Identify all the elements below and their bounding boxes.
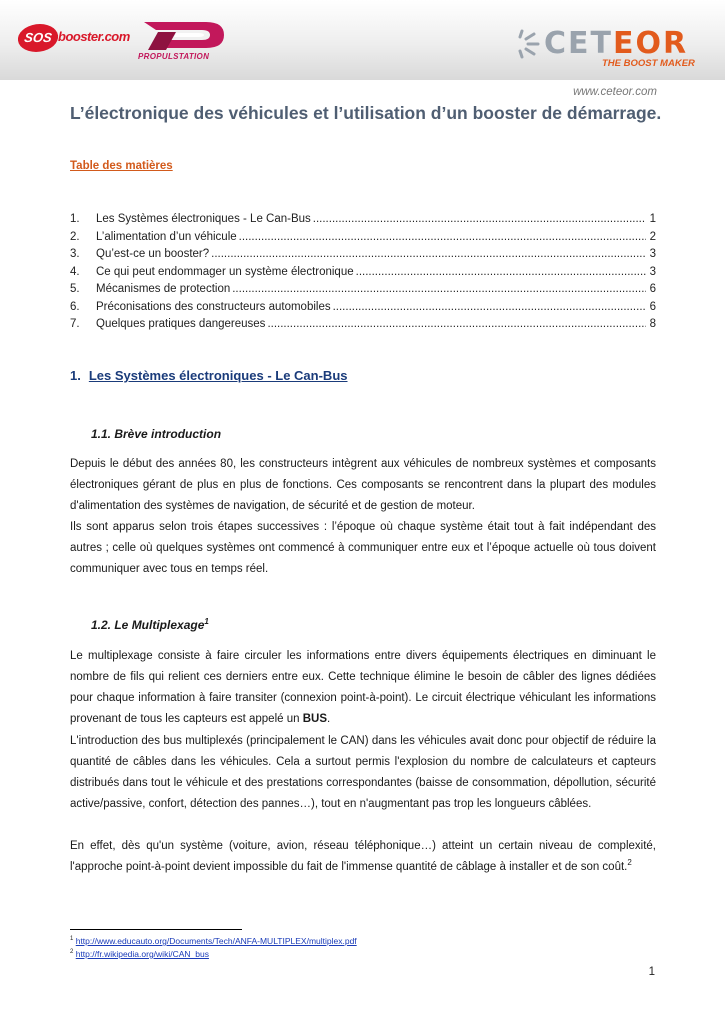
footnotes (70, 934, 357, 960)
toc-entry-page: 3 (649, 248, 656, 260)
toc-heading: Table des matières (70, 160, 173, 172)
paragraph: Depuis le début des années 80, les constructeurs intègrent aux véhicules de nombreux systèmes et composants électroniques gérant de plus en plus de fonctions. Ces composants se rencontrent dans la plupart des modules d'alimentation des systèmes de navigation, de sécurité et de gestion de moteur. (70, 458, 656, 512)
toc-entry-label: Quelques pratiques dangereuses (96, 318, 266, 330)
paragraph-text-end: . (327, 713, 331, 725)
toc-entry-number: 6. (70, 300, 80, 313)
sos-booster-logo (18, 24, 130, 52)
toc-entry-label: L’alimentation d’un véhicule (96, 230, 237, 243)
propulstation-emblem-icon (136, 18, 228, 52)
footnote-2 (70, 947, 357, 960)
ceteor-wordmark-part1: CET (544, 26, 613, 61)
toc-entry-page: 6 (649, 300, 656, 313)
section-1-heading (70, 368, 348, 383)
ceteor-wordmark-part2: EOR (612, 26, 689, 61)
footnote-ref[interactable]: 1 (204, 617, 209, 626)
toc-leader-dots (267, 318, 646, 330)
toc-entry[interactable] (70, 213, 656, 231)
section-1-title: Les Systèmes électroniques - Le Can-Bus (88, 368, 348, 383)
paragraph (70, 836, 656, 878)
toc-leader-dots (313, 213, 646, 225)
footnote-link[interactable]: http://fr.wikipedia.org/wiki/CAN_bus (75, 948, 209, 959)
toc-entry[interactable] (70, 248, 656, 266)
sos-badge: SOS (16, 24, 60, 52)
toc-entry-label: Mécanismes de protection (96, 283, 231, 295)
page-number: 1 (648, 966, 655, 978)
toc-entry-number: 4. (70, 265, 80, 278)
toc-entry-number: 1. (70, 213, 80, 225)
footnote-ref[interactable]: 2 (627, 858, 632, 868)
toc-entry-number: 5. (70, 283, 80, 295)
toc-entry[interactable] (70, 266, 656, 284)
table-of-contents (70, 213, 656, 336)
toc-leader-dots (239, 231, 646, 243)
bus-term: BUS (302, 713, 327, 725)
sos-booster-text: booster.com (58, 29, 130, 44)
ceteor-burst-icon (498, 29, 542, 59)
toc-entry-page: 8 (649, 318, 656, 330)
paragraph-text: En effet, dès qu'un système (voiture, avion, réseau téléphonique…) atteint un certain niveau de complexité, l'approche point-à-point devient impossible du fait de l'immense quantité de câblage à installer et de son coût. (70, 840, 656, 873)
paragraph-text: Le multiplexage consiste à faire circuler les informations entre divers équipements électriques en diminuant le nombre de fils qui relient ces derniers entre eux. Cette technique élimine le besoin de câbler des lignes dédiées pour chaque information à faire transiter (connexion point-à-point). Le circuit électrique véhiculant les informations provenant de tous les capteurs est appelé un (70, 650, 656, 725)
toc-entry[interactable] (70, 318, 656, 336)
paragraph: Ils sont apparus selon trois étapes successives : l’époque où chaque système était tout à fait indépendant des autres ; celle où quelques systèmes ont commencé à communiquer entre eux et l’époque actuelle où tous doivent communiquer avec tous en temps réel. (70, 521, 656, 575)
ceteor-tagline: THE BOOST MAKER (602, 58, 695, 69)
toc-entry-page: 2 (649, 230, 656, 243)
paragraph (70, 646, 656, 730)
document-title: L’électronique des véhicules et l’utilisation d’un booster de démarrage. (70, 103, 662, 123)
toc-entry-page: 1 (649, 213, 656, 225)
toc-entry-label: Ce qui peut endommager un système électronique (96, 265, 354, 278)
footnote-separator (70, 929, 242, 930)
toc-entry-page: 3 (649, 265, 656, 278)
paragraph: L'introduction des bus multiplexés (principalement le CAN) dans les véhicules avait donc pour objectif de réduire la quantité de câbles dans les véhicules. Cela a surtout permis l'explosion du nombre de calculateurs et capteurs distribués dans tout le véhicule et des prestations correspondantes (baisse de consommation, dépollution, sécurité active/passive, confort, détection des pannes…), tout en n'augmentant pas trop les longueurs câblées. (70, 735, 656, 810)
footnote-number: 2 (70, 948, 74, 955)
toc-entry[interactable] (70, 283, 656, 301)
subsection-1-2-title: 1.2. Le Multiplexage (91, 618, 205, 632)
toc-entry-label: Qu’est-ce un booster? (96, 248, 210, 260)
subsection-1-1-heading: 1.1. Brève introduction (91, 427, 222, 441)
toc-leader-dots (232, 283, 646, 295)
toc-entry-label: Les Systèmes électroniques - Le Can-Bus (96, 213, 311, 225)
toc-entry-page: 6 (649, 283, 656, 295)
propulstation-logo (136, 18, 228, 64)
footnote-link[interactable]: http://www.educauto.org/Documents/Tech/ANFA-MULTIPLEX/multiplex.pdf (75, 935, 357, 946)
toc-entry[interactable] (70, 231, 656, 249)
footnote-1 (70, 934, 357, 947)
subsection-1-2-heading (91, 617, 209, 632)
toc-entry-label: Préconisations des constructeurs automobiles (96, 300, 331, 313)
section-1-number: 1. (70, 368, 81, 383)
ceteor-logo (498, 26, 698, 74)
toc-entry-number: 2. (70, 230, 80, 243)
toc-leader-dots (211, 248, 646, 260)
page-header (0, 0, 725, 80)
toc-leader-dots (333, 301, 646, 313)
ceteor-wordmark (544, 26, 688, 61)
propulstation-text: PROPULSTATION (138, 52, 210, 61)
toc-entry-number: 3. (70, 248, 80, 260)
toc-leader-dots (356, 266, 646, 278)
footnote-number: 1 (70, 936, 74, 942)
toc-entry[interactable] (70, 301, 656, 319)
toc-entry-number: 7. (70, 318, 80, 330)
website-url[interactable]: www.ceteor.com (573, 86, 657, 98)
